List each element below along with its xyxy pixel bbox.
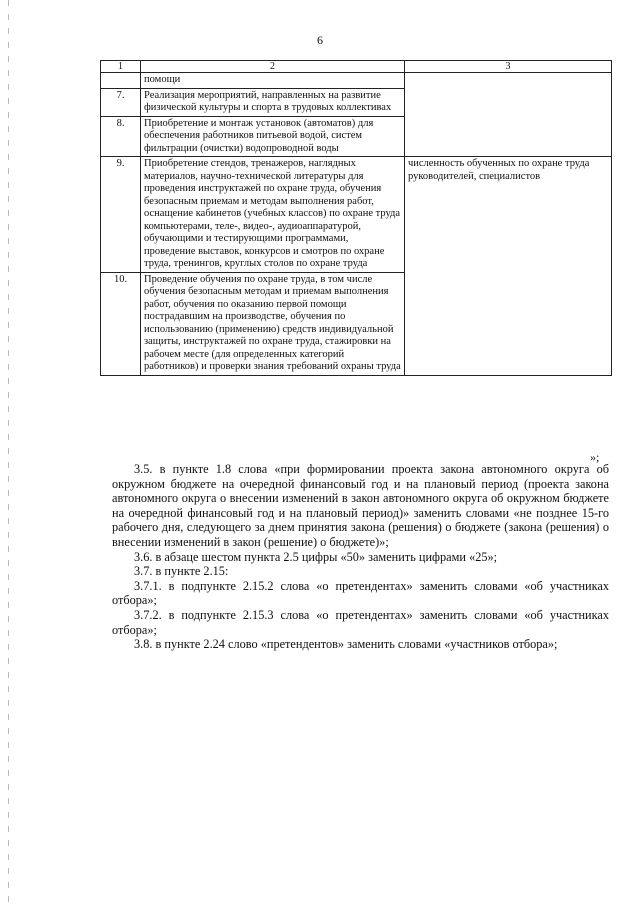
table-header-cell: 3 — [405, 61, 612, 73]
table-row — [101, 73, 612, 89]
row-text: помощи — [141, 73, 405, 89]
table-header-cell: 2 — [141, 61, 405, 73]
row-indicator — [405, 116, 612, 157]
row-text: Приобретение стендов, тренажеров, наглядных материалов, научно-технической литературы для проведения инструктажей по охране труда, обучения безопасным приемам и методам выполнения работ, оснащение кабинетов (учебных классов) по охране труда компьютерами, теле-, видео-, аудиоаппаратурой, обучающими и тестирующими программами, проведение выставок, конкурсов и смотров по охране труда, тренингов, круглых столов по охране труда — [141, 157, 405, 273]
row-number: 10. — [101, 272, 141, 375]
row-indicator — [405, 73, 612, 89]
row-text: Реализация мероприятий, направленных на развитие физической культуры и спорта в трудовых коллективах — [141, 88, 405, 116]
row-number: 8. — [101, 116, 141, 157]
page-number: 6 — [317, 33, 323, 47]
row-number — [101, 73, 141, 89]
row-indicator — [405, 88, 612, 116]
measures-table — [100, 60, 612, 376]
table-row — [101, 157, 612, 273]
row-number: 9. — [101, 157, 141, 273]
paragraph: 3.5. в пункте 1.8 слова «при формировании проекта закона автономного округа об окружном бюджете на очередной финансовый год и на плановый период (проекта закона автономного округа о внесении изменений в закон автономного округа об окружном бюджете на очередной финансовый год и на плановый период)» заменить словами «не позднее 15-го рабочего дня, следующего за днем принятия закона (решения) о бюджете (закона (решения) о внесении изменений в закон (решение) о бюджете)»; — [112, 462, 609, 549]
paragraph: 3.7. в пункте 2.15: — [134, 564, 229, 579]
paragraph: 3.7.2. в подпункте 2.15.3 слова «о претендентах» заменить словами «об участниках отбора»; — [112, 607, 609, 637]
scan-margin-line — [8, 0, 9, 905]
table-header-cell: 1 — [101, 61, 141, 73]
table-row — [101, 272, 612, 375]
paragraph: 3.8. в пункте 2.24 слово «претендентов» заменить словами «участников отбора»; — [134, 637, 558, 652]
table-row — [101, 116, 612, 157]
row-number: 7. — [101, 88, 141, 116]
row-text: Приобретение и монтаж установок (автоматов) для обеспечения работников питьевой водой, систем фильтрации (очистки) водопроводной воды — [141, 116, 405, 157]
table-row — [101, 88, 612, 116]
table-closing-quote: »; — [590, 450, 600, 464]
paragraph: 3.7.1. в подпункте 2.15.2 слова «о претендентах» заменить словами «об участниках отбора»; — [112, 578, 609, 608]
row-indicator: численность обученных по охране труда руководителей, специалистов — [405, 157, 612, 273]
paragraph: 3.6. в абзаце шестом пункта 2.5 цифры «50» заменить цифрами «25»; — [134, 549, 498, 564]
row-text: Проведение обучения по охране труда, в том числе обучения безопасным методам и приемам выполнения работ, обучения по оказанию первой помощи пострадавшим на производстве, обучения по использованию (применению) средств индивидуальной защиты, инструктажей по охране труда, стажировки на рабочем месте (для определенных категорий работников) и проверки знания требований охраны труда — [141, 272, 405, 375]
amendments-text — [112, 462, 609, 652]
table-header-row — [101, 61, 612, 73]
row-indicator — [405, 272, 612, 375]
